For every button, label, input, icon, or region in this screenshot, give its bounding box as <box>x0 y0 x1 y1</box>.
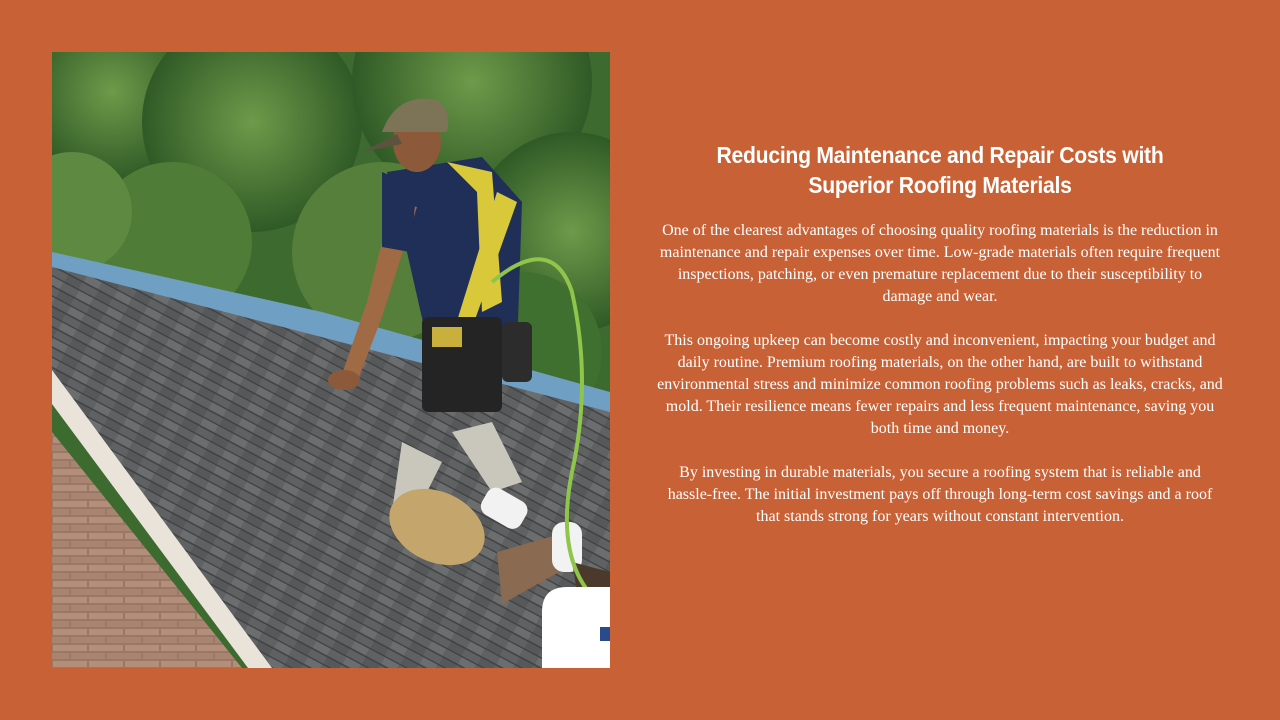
text-panel <box>650 140 1230 550</box>
paragraph-3: By investing in durable materials, you secure a roofing system that is reliable and hassle-free. The initial investment pays off through long-term cost savings and a roof that stands strong for years without constant intervention. <box>667 464 1213 525</box>
roofer-illustration <box>52 52 610 668</box>
paragraph-1: One of the clearest advantages of choosing quality roofing materials is the reduction in maintenance and repair expenses over time. Low-grade materials often require frequent inspections, patching, or even premature replacement due to their susceptibility to damage and wear. <box>659 222 1221 305</box>
roofer-photo <box>52 52 610 668</box>
slide-title: Reducing Maintenance and Repair Costs with Superior Roofing Materials <box>716 142 1164 198</box>
paragraph-2: This ongoing upkeep can become costly and inconvenient, impacting your budget and daily routine. Premium roofing materials, on the other hand, are built to withstand environmental stress and minimize common roofing problems such as leaks, cracks, and mold. Their resilience means fewer repairs and less frequent maintenance, saving you both time and money. <box>657 332 1223 437</box>
